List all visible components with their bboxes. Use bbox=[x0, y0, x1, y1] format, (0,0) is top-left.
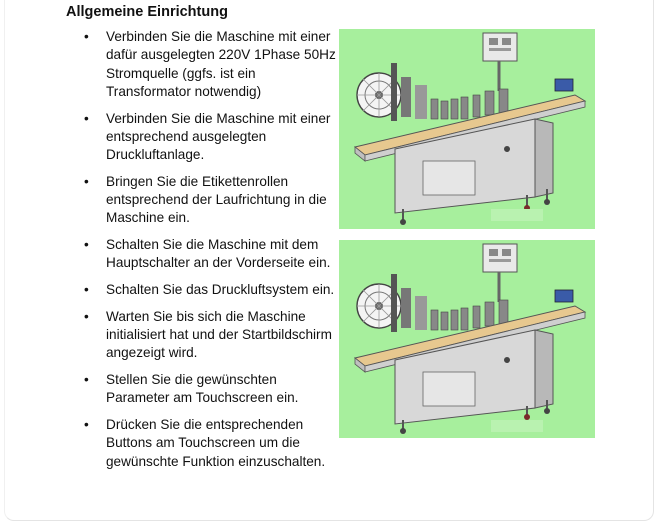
step-text: Warten Sie bis sich die Maschine initialisiert hat und der Startbildschirm angezeigt wird. bbox=[106, 308, 332, 361]
list-item bbox=[80, 28, 342, 101]
step-text: Verbinden Sie die Maschine mit einer dafür ausgelegten 220V 1Phase 50Hz Stromquelle (ggfs. ist ein Transformator notwendig) bbox=[106, 29, 336, 99]
labeling-machine-illustration bbox=[339, 29, 595, 229]
labeling-machine-illustration bbox=[339, 240, 595, 438]
setup-steps-list bbox=[80, 28, 342, 479]
machine-figure-bottom bbox=[339, 240, 595, 438]
bullet-icon: • bbox=[84, 173, 89, 189]
bullet-icon: • bbox=[84, 417, 89, 433]
bullet-icon: • bbox=[84, 372, 89, 388]
step-text: Stellen Sie die gewünschten Parameter am Touchscreen ein. bbox=[106, 372, 299, 406]
step-text: Drücken Sie die entsprechenden Buttons am Touchscreen um die gewünschte Funktion einzuschalten. bbox=[106, 417, 326, 469]
step-text: Verbinden Sie die Maschine mit einer entsprechend ausgelegten Druckluftanlage. bbox=[106, 110, 331, 163]
bullet-icon: • bbox=[84, 110, 89, 126]
bullet-icon: • bbox=[84, 308, 89, 324]
list-item bbox=[80, 110, 342, 165]
list-item bbox=[80, 236, 342, 273]
step-text: Bringen Sie die Etikettenrollen entsprechend der Laufrichtung in die Maschine ein. bbox=[106, 173, 327, 226]
bullet-icon: • bbox=[84, 282, 89, 298]
section-heading: Allgemeine Einrichtung bbox=[66, 4, 228, 20]
bullet-icon: • bbox=[84, 29, 89, 44]
bullet-icon: • bbox=[84, 237, 89, 253]
list-item bbox=[80, 308, 342, 363]
list-item bbox=[80, 281, 342, 299]
step-text: Schalten Sie das Druckluftsystem ein. bbox=[106, 282, 335, 298]
machine-figure-top bbox=[339, 29, 595, 229]
step-text: Schalten Sie die Maschine mit dem Hauptschalter an der Vorderseite ein. bbox=[106, 237, 331, 271]
list-item bbox=[80, 371, 342, 408]
list-item bbox=[80, 416, 342, 471]
list-item bbox=[80, 173, 342, 228]
